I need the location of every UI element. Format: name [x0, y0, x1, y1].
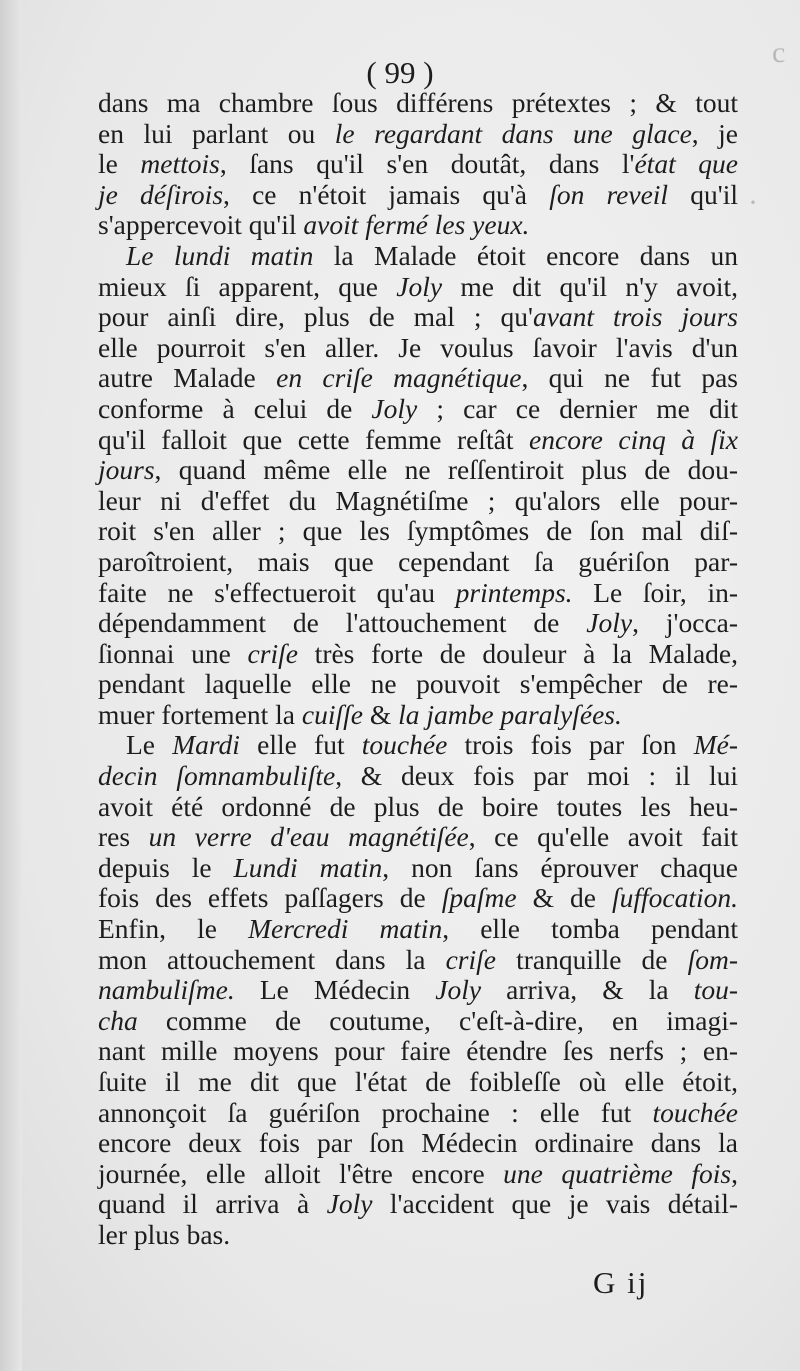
italic-text: un verre d'eau magnétiſée	[148, 821, 469, 853]
text-segment: tranquille de	[496, 943, 688, 975]
text-segment: elle pourroit s'en aller. Je voulus ſavoir l'avis d'un	[98, 331, 738, 363]
italic-text: Joly	[326, 1188, 373, 1220]
italic-text: avoit fermé les yeux.	[303, 209, 530, 241]
text-segment: &	[362, 698, 399, 730]
text-segment: conforme à celui de	[98, 392, 372, 424]
italic-text: Joly	[435, 974, 482, 1006]
text-segment: très forte de douleur à la Malade,	[297, 637, 738, 669]
text-segment: , elle tomba pendant	[442, 913, 739, 945]
text-line	[98, 578, 738, 609]
italic-text: avant trois jours	[532, 301, 738, 333]
text-segment: ,	[731, 1157, 739, 1189]
text-line	[98, 119, 738, 150]
text-line	[98, 1006, 738, 1037]
text-segment: la Malade étoit encore dans un	[313, 239, 739, 271]
text-segment: res	[98, 821, 149, 853]
text-segment: , ce n'étoit jamais qu'à	[223, 178, 550, 210]
text-line	[98, 486, 738, 517]
bleed-mark-dot: ·	[748, 186, 758, 219]
italic-text: ſom-	[687, 943, 738, 975]
text-segment: & de	[516, 882, 612, 914]
text-line	[98, 792, 738, 823]
text-segment: depuis le	[98, 851, 234, 883]
text-line	[98, 455, 738, 486]
text-segment: autre Malade	[98, 362, 277, 394]
italic-text: ſuffocation.	[611, 882, 738, 914]
italic-text: jours	[98, 454, 155, 486]
text-line	[98, 975, 738, 1006]
text-line	[98, 1098, 738, 1129]
text-segment: s'appercevoit qu'il	[98, 209, 304, 241]
italic-text: une quatrième fois	[503, 1157, 732, 1189]
text-segment: encore deux fois par ſon Médecin ordinaire dans la	[98, 1127, 738, 1159]
text-line	[98, 1067, 738, 1098]
text-segment: le	[98, 148, 141, 180]
text-segment: trois fois par ſon	[447, 729, 694, 761]
text-segment: ſionnai une	[98, 637, 248, 669]
text-segment: en lui parlant ou	[98, 117, 335, 149]
text-line	[98, 1189, 738, 1220]
text-segment: mieux ſi apparent, que	[98, 270, 397, 302]
text-segment: , j'occa-	[632, 607, 738, 639]
text-line	[98, 1220, 738, 1251]
text-segment: avoit été ordonné de plus de boire toutes les heu-	[98, 790, 738, 822]
text-segment: Le Médecin	[234, 974, 436, 1006]
text-segment: arriva, & la	[481, 974, 694, 1006]
text-line	[98, 700, 738, 731]
body-text	[98, 88, 738, 1251]
text-line	[98, 883, 738, 914]
italic-text: touchée	[652, 1096, 738, 1128]
text-segment: dans ma chambre ſous différens prétextes ; & tout	[98, 87, 738, 118]
text-segment: , ce qu'elle avoit fait	[468, 821, 738, 853]
italic-text: encore cinq à ſix	[529, 423, 738, 455]
italic-text: nambuliſme.	[98, 974, 235, 1006]
text-segment: paroîtroient, mais que cependant ſa guériſon par-	[98, 545, 738, 577]
text-line	[98, 241, 738, 272]
text-segment: Le	[126, 729, 173, 761]
text-segment: , je	[691, 117, 738, 149]
italic-text: la jambe paralyſées.	[398, 698, 622, 730]
page-gutter-shadow	[0, 0, 22, 1371]
italic-text: mettois	[140, 148, 220, 180]
text-line	[98, 302, 738, 333]
text-segment: mon attouchement dans la	[98, 943, 446, 975]
signature-mark: G ij	[593, 1265, 649, 1300]
italic-text: Joly	[371, 392, 418, 424]
italic-text: cha	[98, 1004, 138, 1036]
text-segment: roit s'en aller ; que les ſymptômes de ſon mal diſ-	[98, 515, 738, 547]
text-line	[98, 945, 738, 976]
italic-text: état que	[634, 148, 738, 180]
text-line	[98, 669, 738, 700]
text-segment: muer fortement la	[98, 698, 302, 730]
italic-text: Joly	[396, 270, 443, 302]
text-segment: quand il arriva à	[98, 1188, 327, 1220]
italic-text: le regardant dans une glace	[334, 117, 692, 149]
italic-text: touchée	[361, 729, 448, 761]
text-segment: , & deux fois par moi : il lui	[335, 760, 738, 792]
italic-text: en criſe magnétique	[276, 362, 522, 394]
italic-text: Joly	[586, 607, 633, 639]
text-segment: journée, elle alloit l'être encore	[98, 1157, 504, 1189]
text-segment: qu'il falloit que cette femme reſtât	[98, 423, 530, 455]
text-segment: ; car ce dernier me dit	[417, 392, 738, 424]
text-segment: ſuite il me dit que l'état de foibleſſe où elle étoit,	[98, 1066, 738, 1097]
text-line	[98, 730, 738, 761]
page-number: ( 99 )	[366, 55, 434, 90]
text-line	[98, 149, 738, 180]
italic-text: cuiſſe	[301, 698, 363, 730]
text-line	[98, 425, 738, 456]
text-line	[98, 1159, 738, 1190]
text-segment: Enfin, le	[98, 913, 249, 945]
text-segment: l'accident que je vais détail-	[372, 1188, 738, 1220]
italic-text: decin ſomnambuliſte	[98, 760, 336, 792]
text-line	[98, 363, 738, 394]
text-line	[98, 822, 738, 853]
text-line	[98, 516, 738, 547]
text-segment: faite ne s'effectueroit qu'au	[98, 576, 456, 608]
text-segment: , quand même elle ne reſſentiroit plus de dou-	[154, 454, 738, 486]
text-segment: leur ni d'effet du Magnétiſme ; qu'alors elle pour-	[98, 484, 738, 516]
italic-text: Mé-	[693, 729, 738, 761]
italic-text: je déſirois	[98, 178, 224, 210]
italic-text: Mercredi matin	[248, 913, 443, 945]
text-segment: elle fut	[239, 729, 362, 761]
italic-text: Le lundi matin	[126, 239, 314, 271]
text-segment: Le ſoir, in-	[572, 576, 738, 608]
text-segment: dépendamment de l'attouchement de	[98, 607, 587, 639]
text-line	[98, 180, 738, 211]
text-segment: nant mille moyens pour faire étendre ſes nerfs ; en-	[98, 1035, 738, 1067]
text-line	[98, 394, 738, 425]
italic-text: criſe	[247, 637, 298, 669]
text-segment: qu'il	[668, 178, 738, 210]
text-line	[98, 1036, 738, 1067]
italic-text: printemps.	[455, 576, 573, 608]
italic-text: Mardi	[172, 729, 240, 761]
text-line	[98, 639, 738, 670]
text-line	[98, 272, 738, 303]
text-line	[98, 88, 738, 119]
italic-text: ſpaſme	[441, 882, 517, 914]
bleed-mark-top-right: c	[772, 36, 786, 69]
italic-text: Lundi matin	[233, 851, 383, 883]
text-line	[98, 608, 738, 639]
text-line	[98, 761, 738, 792]
text-segment: , ſans qu'il s'en doutât, dans l'	[219, 148, 635, 180]
text-segment: pendant laquelle elle ne pouvoit s'empêcher de re-	[98, 668, 738, 700]
text-line	[98, 547, 738, 578]
text-line	[98, 853, 738, 884]
text-segment: me dit qu'il n'y avoit,	[442, 270, 738, 302]
text-segment: annonçoit ſa guériſon prochaine : elle fut	[98, 1096, 653, 1128]
italic-text: criſe	[445, 943, 496, 975]
text-line	[98, 1128, 738, 1159]
text-segment: pour ainſi dire, plus de mal ; qu'	[98, 301, 533, 333]
text-segment: comme de coutume, c'eſt-à-dire, en imagi-	[137, 1004, 738, 1036]
text-segment: , qui ne fut pas	[521, 362, 738, 394]
text-line	[98, 914, 738, 945]
text-segment: fois des effets paſſagers de	[98, 882, 442, 914]
text-segment: , non ſans éprouver chaque	[382, 851, 738, 883]
italic-text: ſon reveil	[549, 178, 669, 210]
italic-text: tou-	[693, 974, 738, 1006]
text-line	[98, 333, 738, 364]
text-line	[98, 210, 738, 241]
text-segment: ler plus bas.	[98, 1218, 231, 1250]
